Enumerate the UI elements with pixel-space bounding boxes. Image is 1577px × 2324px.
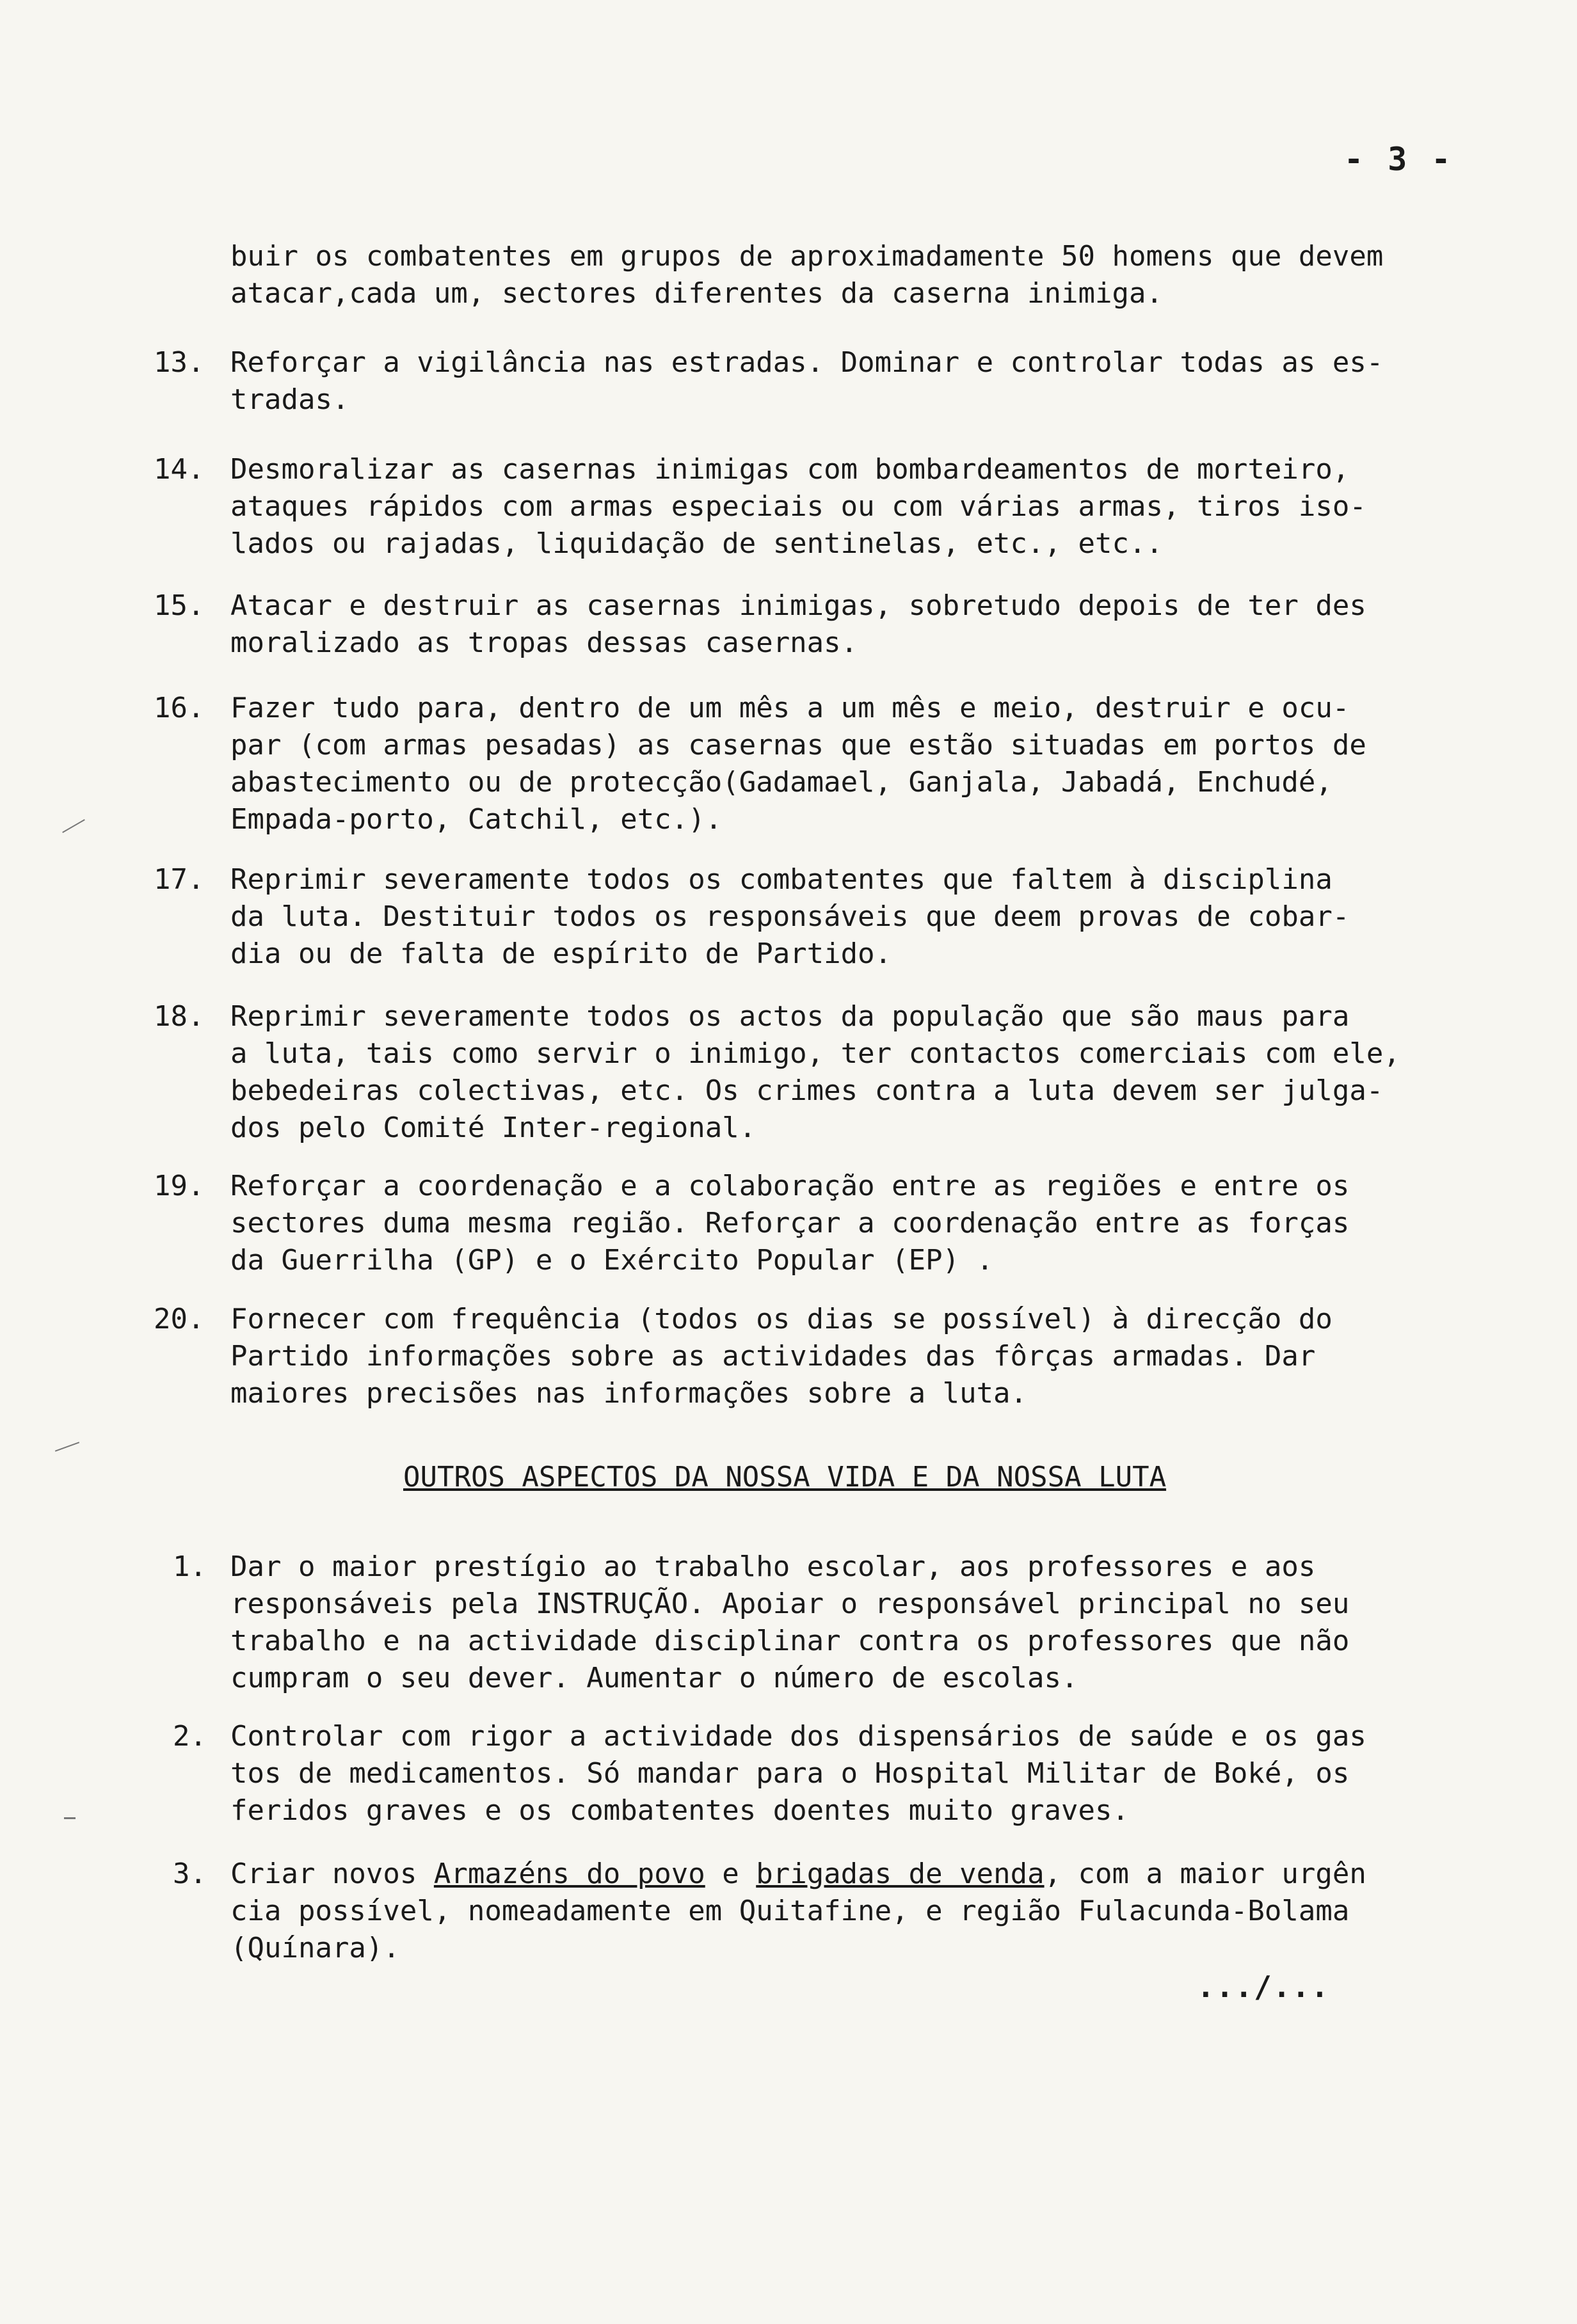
text-line: (Quínara). — [230, 1932, 400, 1964]
text-line: Controlar com rigor a actividade dos dispensários de saúde e os gas — [230, 1720, 1366, 1753]
text-line: bebedeiras colectivas, etc. Os crimes contra a luta devem ser julga- — [230, 1074, 1384, 1107]
text-line: tradas. — [230, 383, 349, 416]
text-line: cia possível, nomeadamente em Quitafine, e região Fulacunda-Bolama — [230, 1895, 1350, 1927]
item-number: 20. — [154, 1303, 205, 1335]
text-line: Atacar e destruir as casernas inimigas, sobretudo depois de ter des — [230, 589, 1366, 622]
text-line: da luta. Destituir todos os responsáveis que deem provas de cobar- — [230, 900, 1350, 933]
text-line: responsáveis pela INSTRUÇÃO. Apoiar o responsável principal no seu — [230, 1588, 1350, 1620]
text-line: lados ou rajadas, liquidação de sentinelas, etc., etc.. — [230, 527, 1163, 560]
section-heading: OUTROS ASPECTOS DA NOSSA VIDA E DA NOSSA LUTA — [403, 1461, 1167, 1493]
text-line: Dar o maior prestígio ao trabalho escolar, aos professores e aos — [230, 1550, 1316, 1583]
text-line: da Guerrilha (GP) e o Exército Popular (EP) . — [230, 1244, 994, 1277]
item-number: 1. — [173, 1550, 207, 1583]
text-line: Reforçar a coordenação e a colaboração entre as regiões e entre os — [230, 1170, 1350, 1202]
text-line: cumpram o seu dever. Aumentar o número de escolas. — [230, 1662, 1078, 1694]
text-line: Reprimir severamente todos os combatentes que faltem à disciplina — [230, 863, 1333, 896]
text-line: a luta, tais como servir o inimigo, ter contactos comerciais com ele, — [230, 1037, 1400, 1070]
item-number: 14. — [154, 453, 205, 486]
page-number: - 3 - — [1344, 141, 1453, 178]
scan-mark — [62, 819, 85, 833]
text-line: trabalho e na actividade disciplinar contra os professores que não — [230, 1625, 1350, 1657]
continuation-paragraph — [230, 238, 1383, 312]
continued-marker: .../... — [1197, 1970, 1330, 2004]
text-line: Partido informações sobre as actividades das fôrças armadas. Dar — [230, 1340, 1316, 1373]
text-line: sectores duma mesma região. Reforçar a coordenação entre as forças — [230, 1207, 1350, 1239]
item-number: 13. — [154, 346, 205, 379]
text-line: buir os combatentes em grupos de aproximadamente 50 homens que devem — [230, 240, 1384, 273]
text-line: Fornecer com frequência (todos os dias se possível) à direcção do — [230, 1303, 1333, 1335]
text-line: ataques rápidos com armas especiais ou com várias armas, tiros iso- — [230, 490, 1366, 523]
item-number: 18. — [154, 1000, 205, 1033]
text-line: maiores precisões nas informações sobre a luta. — [230, 1377, 1028, 1410]
underlined-phrase: Armazéns do povo — [433, 1858, 705, 1890]
text-line: moralizado as tropas dessas casernas. — [230, 626, 858, 659]
text-line: dia ou de falta de espírito de Partido. — [230, 937, 892, 970]
text-line: Reprimir severamente todos os actos da população que são maus para — [230, 1000, 1350, 1033]
underlined-phrase: brigadas de venda — [756, 1858, 1045, 1890]
text-line: Desmoralizar as casernas inimigas com bombardeamentos de morteiro, — [230, 453, 1350, 486]
item-number: 2. — [173, 1720, 207, 1753]
item-number: 19. — [154, 1170, 205, 1202]
text-line: Reforçar a vigilância nas estradas. Dominar e controlar todas as es- — [230, 346, 1384, 379]
text-segment: , com a maior urgên — [1044, 1858, 1366, 1890]
text-line: tos de medicamentos. Só mandar para o Hospital Militar de Boké, os — [230, 1757, 1350, 1790]
scan-mark — [64, 1817, 76, 1819]
item-number: 15. — [154, 589, 205, 622]
text-line: abastecimento ou de protecção(Gadamael, Ganjala, Jabadá, Enchudé, — [230, 766, 1333, 799]
text-line — [230, 1856, 1366, 1893]
text-line: feridos graves e os combatentes doentes muito graves. — [230, 1794, 1129, 1827]
text-line: par (com armas pesadas) as casernas que estão situadas em portos de — [230, 729, 1366, 761]
item-number: 17. — [154, 863, 205, 896]
text-segment: Criar novos — [230, 1858, 434, 1890]
text-segment: e — [705, 1858, 756, 1890]
text-line: Empada-porto, Catchil, etc.). — [230, 803, 723, 836]
item-number: 16. — [154, 692, 205, 724]
text-line: dos pelo Comité Inter-regional. — [230, 1111, 756, 1144]
item-number: 3. — [173, 1858, 207, 1890]
scan-mark — [55, 1442, 79, 1452]
text-line: Fazer tudo para, dentro de um mês a um mês e meio, destruir e ocu- — [230, 692, 1350, 724]
text-line: atacar,cada um, sectores diferentes da caserna inimiga. — [230, 277, 1163, 310]
